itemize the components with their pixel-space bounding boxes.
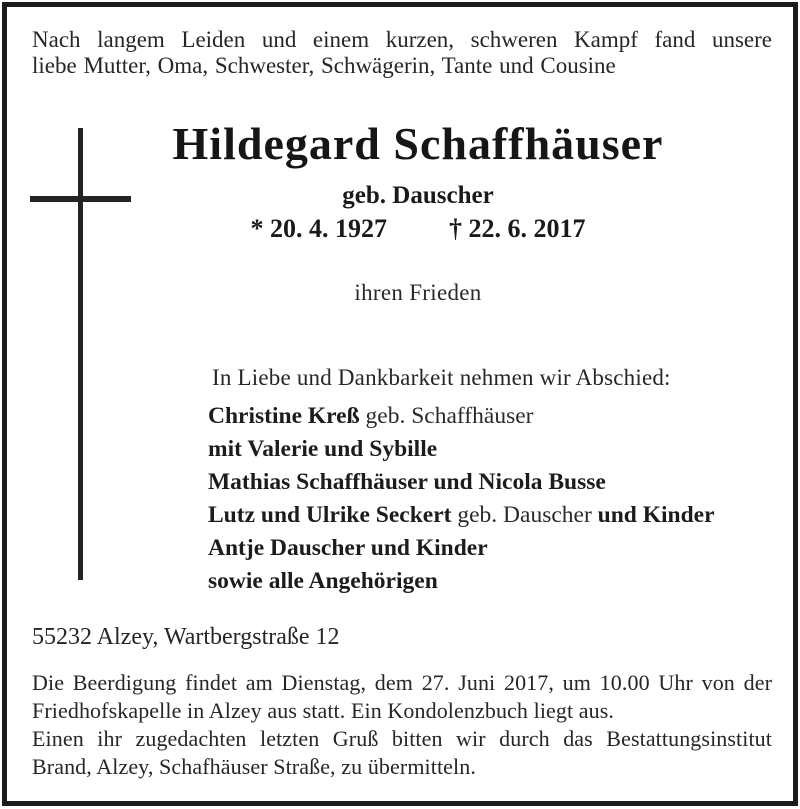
mourners-list [208, 400, 715, 598]
death-date: † 22. 6. 2017 [449, 214, 586, 243]
condolence-line-2: Brand, Alzey, Schafhäuser Straße, zu übermitteln. [32, 754, 476, 779]
birth-name: geb. Dauscher [342, 182, 494, 209]
mourner-name: sowie alle Angehörigen [208, 568, 438, 594]
closing-phrase: ihren Frieden [354, 280, 482, 305]
funeral-line-2: Friedhofskapelle in Alzey aus statt. Ein Kondolenzbuch liegt aus. [32, 698, 615, 723]
intro-line-1: Nach langem Leiden und einem kurzen, schweren Kampf fand unsere [32, 27, 772, 52]
birth-date: * 20. 4. 1927 [250, 214, 387, 243]
condolence-line-1: Einen ihr zugedachten letzten Gruß bitten wir durch das Bestattungsinstitut [32, 726, 772, 751]
condolence-paragraph [32, 725, 772, 781]
mourner-extra: und Kinder [597, 502, 715, 528]
mourner-birthname: geb. Schaffhäuser [365, 403, 534, 429]
mourner-birthname: geb. Dauscher [457, 502, 592, 528]
mourner-line [208, 400, 715, 433]
intro-paragraph [32, 27, 772, 79]
mourner-line [208, 466, 715, 499]
mourner-line [208, 532, 715, 565]
home-address: 55232 Alzey, Wartbergstraße 12 [32, 624, 340, 650]
intro-line-2: liebe Mutter, Oma, Schwester, Schwägerin, Tante und Cousine [32, 53, 616, 78]
funeral-line-1: Die Beerdigung findet am Dienstag, dem 27. Juni 2017, um 10.00 Uhr von der [32, 670, 772, 695]
mourner-name: Mathias Schaffhäuser und Nicola Busse [208, 469, 606, 495]
mourner-line [208, 499, 715, 532]
mourner-name: mit Valerie und Sybille [208, 436, 438, 462]
funeral-details-paragraph [32, 669, 772, 725]
deceased-name: Hildegard Schaffhäuser [172, 118, 664, 169]
life-dates [36, 214, 800, 243]
mourner-name: Antje Dauscher und Kinder [208, 535, 488, 561]
farewell-intro: In Liebe und Dankbarkeit nehmen wir Abschied: [212, 365, 671, 390]
mourner-name: Lutz und Ulrike Seckert [208, 502, 452, 528]
mourner-line [208, 433, 715, 466]
mourner-name: Christine Kreß [208, 403, 360, 429]
mourner-line [208, 565, 715, 598]
